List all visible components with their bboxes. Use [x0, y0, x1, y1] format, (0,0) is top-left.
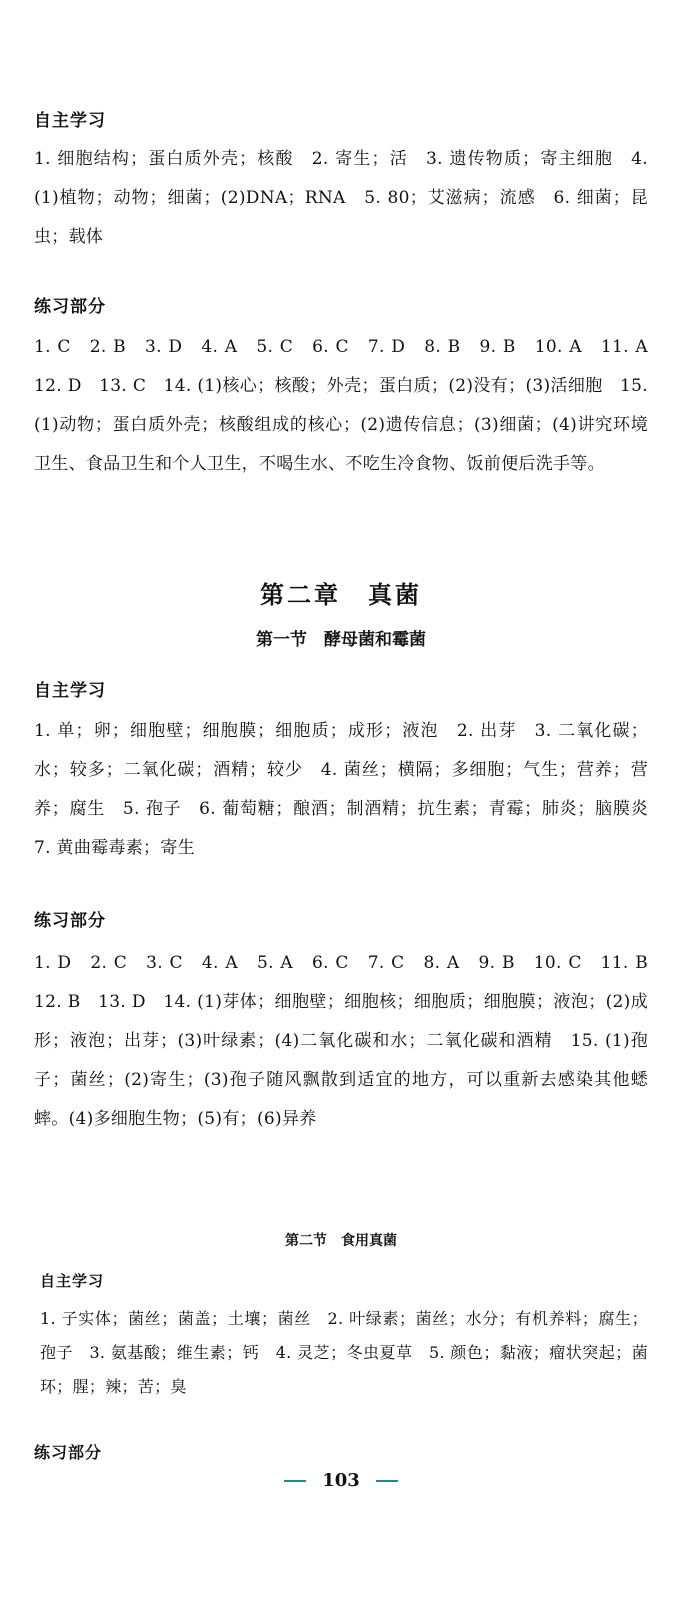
- practice-heading-2: 练习部分: [34, 911, 106, 931]
- self-study-heading: 自主学习: [34, 111, 106, 131]
- self-study-answers: 1. 细胞结构；蛋白质外壳；核酸 2. 寄生；活 3. 遗传物质；寄主细胞 4. (1)植物；动物；细菌；(2)DNA；RNA 5. 80；艾滋病；流感 6. 细菌；昆虫；载体: [34, 149, 648, 247]
- page-footer: [0, 1470, 682, 1491]
- practice-heading: 练习部分: [34, 297, 106, 317]
- practice-answers-2: 1. D 2. C 3. C 4. A 5. A 6. C 7. C 8. A 9. B 10. C 11. B 12. B 13. D 14. (1)芽体；细胞壁；细胞核；细胞质；细胞膜；液泡；(2)成形；液泡；出芽；(3)叶绿素；(4)二氧化碳和水；二氧化碳和酒精 15. (1)孢子；菌丝；(2)寄生；(3)孢子随风飘散到适宜的地方，可以重新去感染其他蟋蟀。(4)多细胞生物；(5)有；(6)异养: [34, 953, 666, 1129]
- page-number: 103: [322, 1470, 360, 1491]
- self-study-answers-3: 1. 子实体；菌丝；菌盖；土壤；菌丝 2. 叶绿素；菌丝；水分；有机养料；腐生；孢子 3. 氨基酸；维生素；钙 4. 灵芝；冬虫夏草 5. 颜色；黏液；瘤状突起；菌环；腥；辣；苦；臭: [40, 1309, 648, 1396]
- self-study-heading-2: 自主学习: [34, 681, 106, 701]
- chapter-title: 第二章 真菌: [260, 580, 422, 609]
- self-study-heading-3: 自主学习: [40, 1272, 105, 1290]
- practice-answers: 1. C 2. B 3. D 4. A 5. C 6. C 7. D 8. B 9. B 10. A 11. A 12. D 13. C 14. (1)核心；核酸；外壳；蛋白质；(2)没有；(3)活细胞 15. (1)动物；蛋白质外壳；核酸组成的核心；(2)遗传信息；(3)细菌；(4)讲究环境卫生、食品卫生和个人卫生，不喝生水、不吃生冷食物、饭前便后洗手等。: [34, 337, 666, 474]
- section-title-edible-fungi: 第二节 食用真菌: [285, 1233, 397, 1249]
- section-title-yeast-mold: 第一节 酵母菌和霉菌: [256, 630, 426, 650]
- footer-dash-right: [376, 1480, 398, 1482]
- footer-dash-left: [284, 1480, 306, 1482]
- self-study-answers-2: 1. 单；卵；细胞壁；细胞膜；细胞质；成形；液泡 2. 出芽 3. 二氧化碳；水；较多；二氧化碳；酒精；较少 4. 菌丝；横隔；多细胞；气生；营养；营养；腐生 5. 孢子 6. 葡萄糖；酿酒；制酒精；抗生素；青霉；肺炎；脑膜炎 7. 黄曲霉毒素；寄生: [34, 721, 666, 858]
- practice-heading-3: 练习部分: [34, 1443, 103, 1462]
